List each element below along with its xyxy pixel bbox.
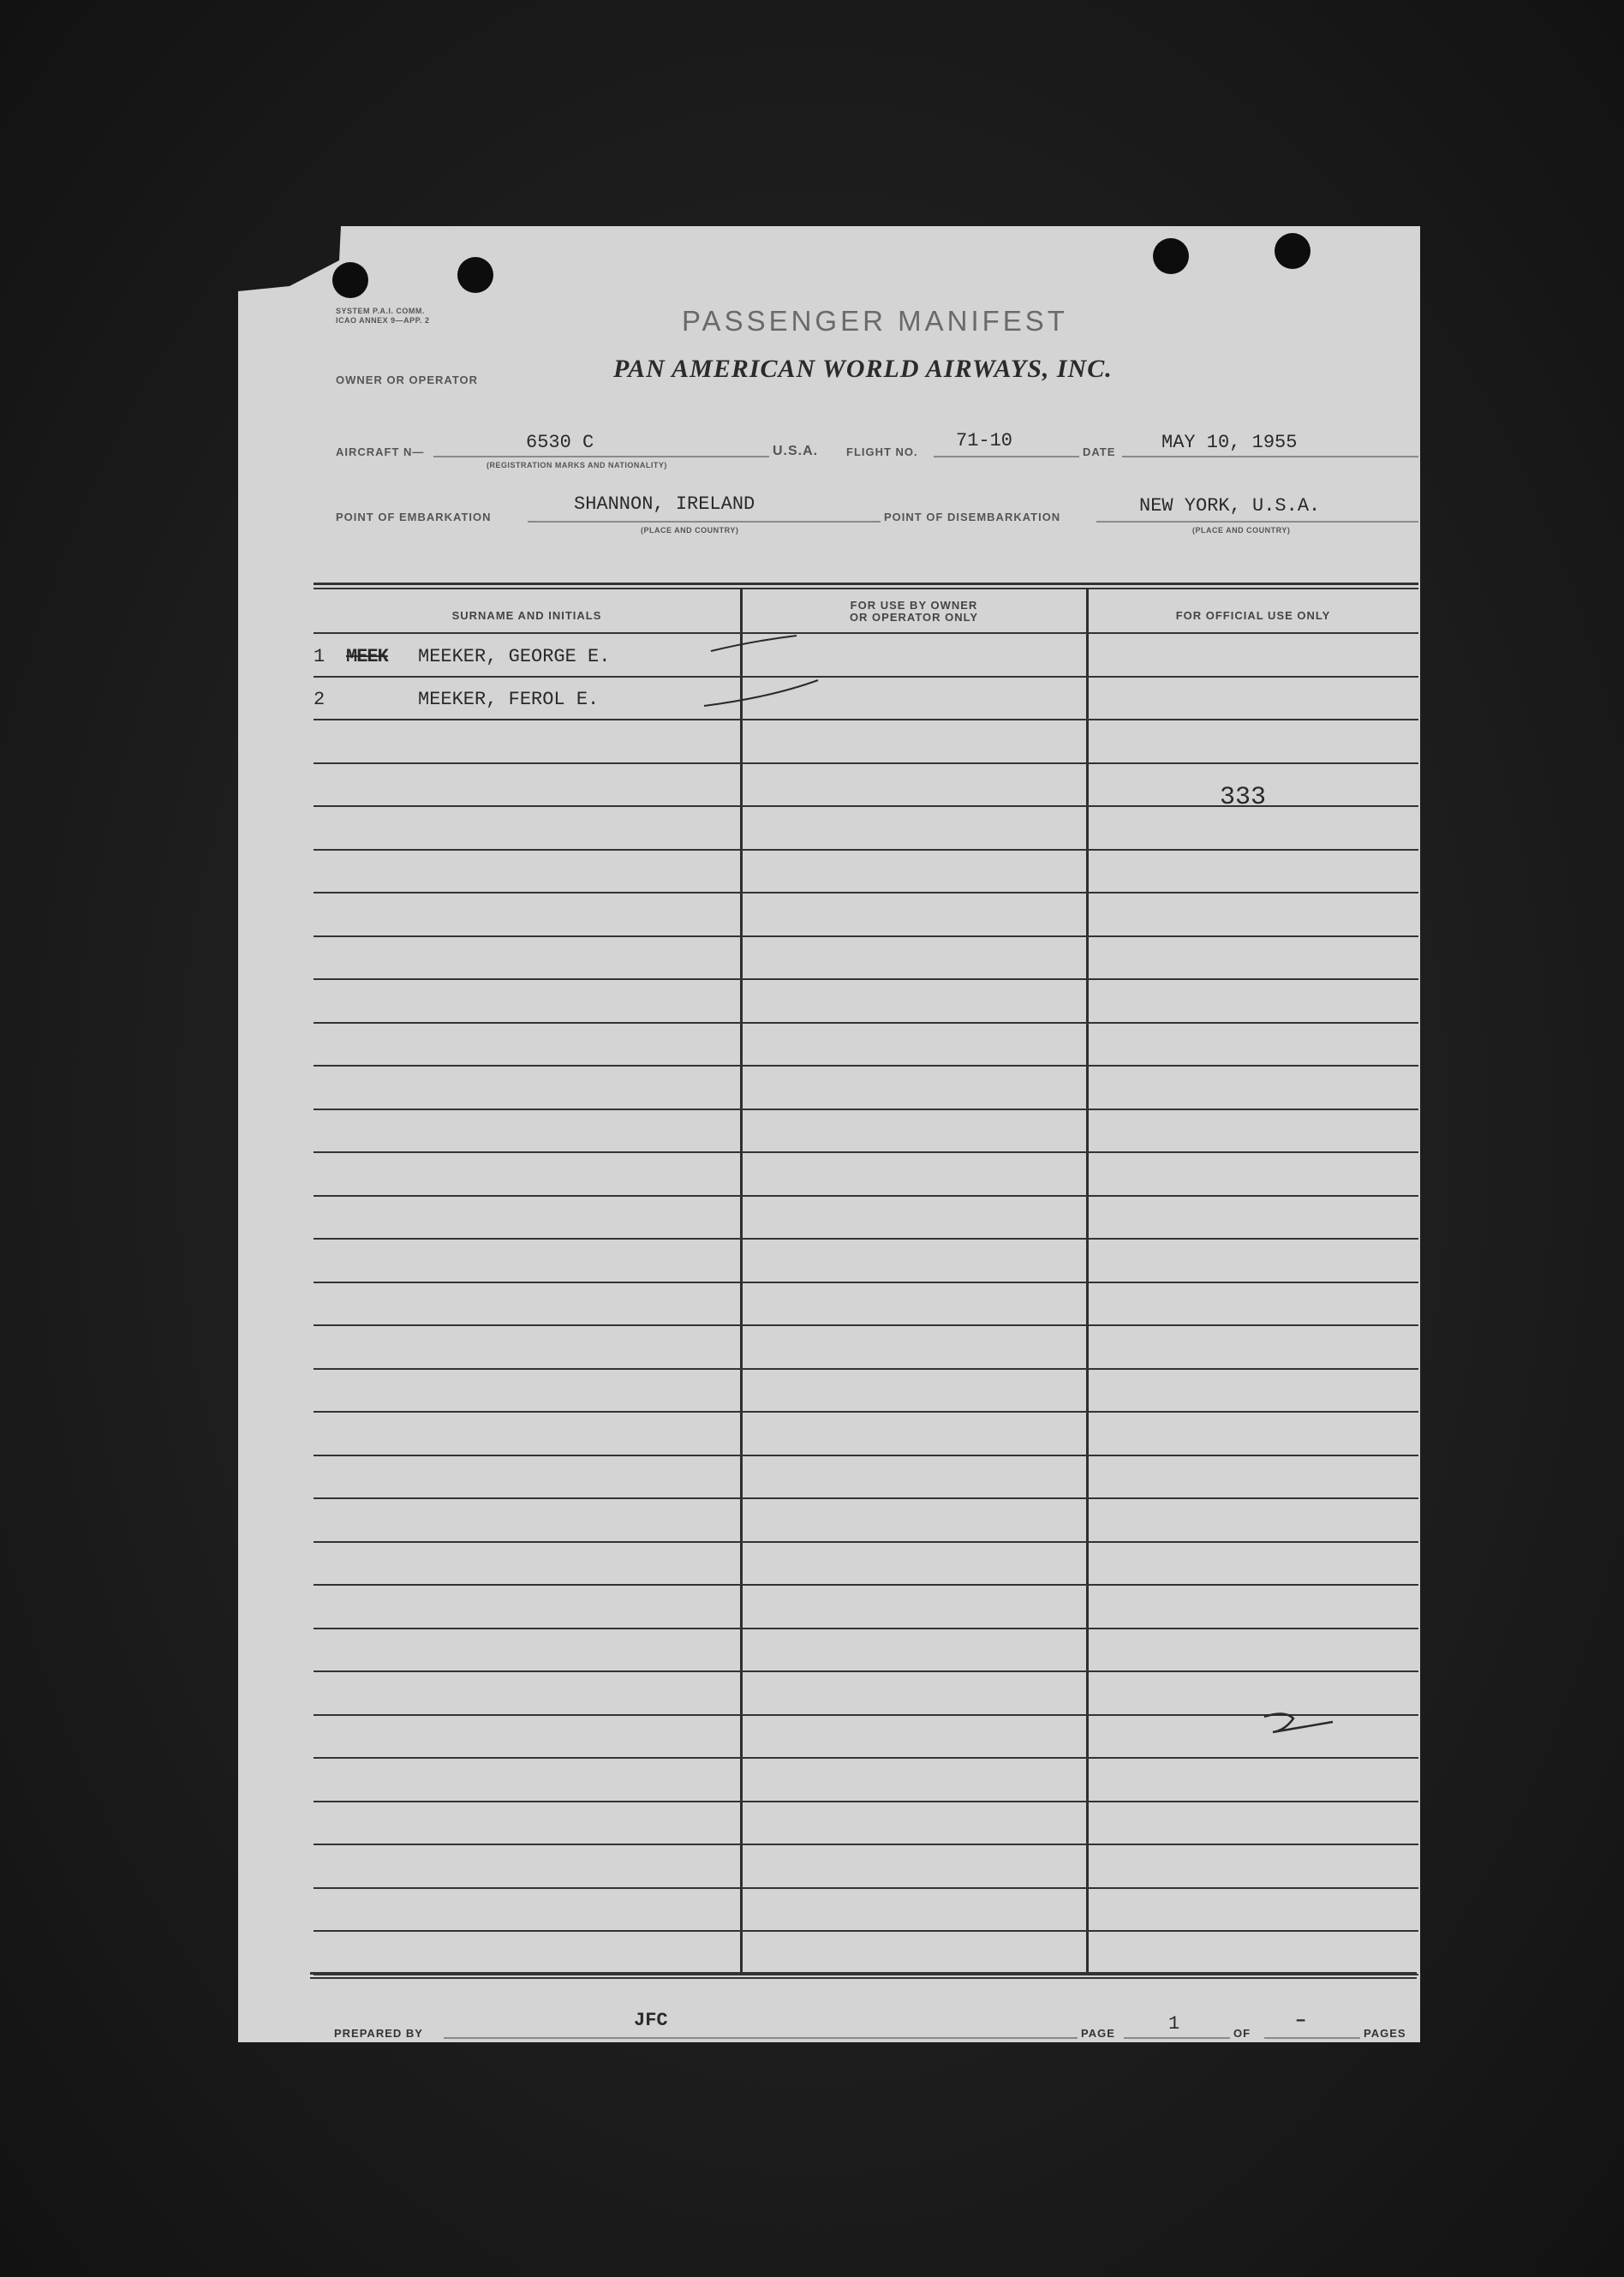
pen-mark-row-1 — [711, 636, 797, 651]
airline-name: PAN AMERICAN WORLD AIRWAYS, INC. — [613, 355, 1113, 383]
owner-label: OWNER OR OPERATOR — [336, 374, 479, 386]
of-fill-line — [1264, 2037, 1360, 2039]
disembarkation-value: NEW YORK, U.S.A. — [1139, 495, 1321, 517]
prepared-by-value: JFC — [634, 2010, 668, 2031]
passenger-name: MEEKER, GEORGE E. — [418, 646, 611, 667]
disembarkation-label: POINT OF DISEMBARKATION — [884, 511, 1061, 523]
col-header-surname: SURNAME AND INITIALS — [451, 609, 602, 622]
form-reference: SYSTEM P.A.I. COMM. ICAO ANNEX 9—APP. 2 — [336, 307, 430, 325]
col-header-official-use: FOR OFFICIAL USE ONLY — [1175, 609, 1331, 622]
flight-value: 71-10 — [956, 430, 1013, 451]
date-value: MAY 10, 1955 — [1161, 432, 1298, 453]
official-number: 333 — [1220, 783, 1267, 812]
aircraft-value: 6530 C — [526, 432, 594, 453]
prepared-by-label: PREPARED BY — [334, 2027, 423, 2040]
embarkation-sublabel: (PLACE AND COUNTRY) — [641, 526, 739, 535]
row-number: 1 — [313, 646, 325, 667]
struck-text: MEEK — [346, 646, 388, 667]
page-title: PASSENGER MANIFEST — [682, 305, 1068, 337]
embarkation-label: POINT OF EMBARKATION — [336, 511, 492, 523]
table-bottom-rule — [310, 1972, 1417, 1975]
aircraft-label: AIRCRAFT N— — [336, 445, 425, 458]
flight-label: FLIGHT NO. — [846, 445, 918, 458]
table-bottom-rule-2 — [310, 1977, 1417, 1979]
prepared-by-fill-line — [444, 2037, 1078, 2039]
usa-label: U.S.A. — [773, 444, 819, 458]
pen-mark-tally — [1264, 1713, 1333, 1732]
aircraft-sublabel: (REGISTRATION MARKS AND NATIONALITY) — [487, 461, 667, 469]
col-header-owner-use: FOR USE BY OWNER OR OPERATOR ONLY — [849, 599, 979, 624]
date-label: DATE — [1083, 445, 1116, 458]
page-fill-line — [1124, 2037, 1230, 2039]
row-number: 2 — [313, 689, 325, 710]
embarkation-value: SHANNON, IRELAND — [574, 493, 755, 515]
pen-mark-row-2 — [704, 680, 818, 706]
page-value: 1 — [1168, 2013, 1180, 2035]
pages-label: PAGES — [1364, 2027, 1406, 2040]
of-value: – — [1295, 2010, 1307, 2031]
passenger-name: MEEKER, FEROL E. — [418, 689, 600, 710]
of-label: OF — [1233, 2027, 1251, 2040]
page-label: PAGE — [1081, 2027, 1115, 2040]
disembarkation-sublabel: (PLACE AND COUNTRY) — [1192, 526, 1291, 535]
